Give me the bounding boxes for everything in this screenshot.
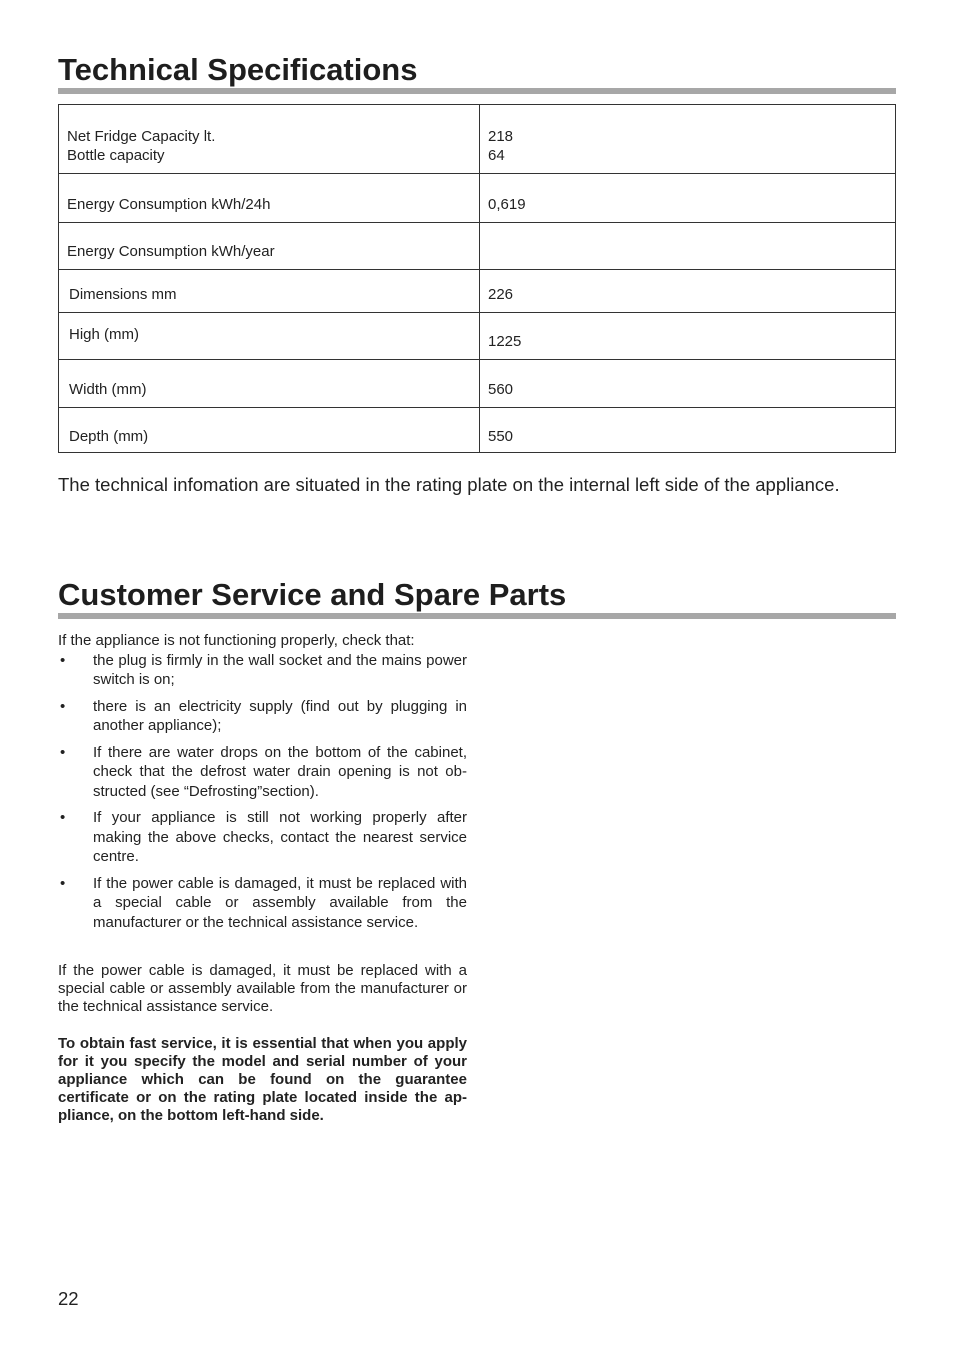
spec-label: Width (mm) xyxy=(59,360,480,408)
list-item: • If the power cable is damaged, it must be replaced with a special cable or assembly available from the manufacturer or the technical assistance service. xyxy=(60,874,467,931)
checklist-intro: If the appliance is not functioning properly, check that: xyxy=(58,632,415,649)
service-checklist xyxy=(58,631,467,939)
tech-specs-title: Technical Specifications xyxy=(58,52,418,87)
spec-row xyxy=(59,270,896,313)
spec-row xyxy=(59,223,896,270)
spec-value xyxy=(480,223,896,270)
spec-row xyxy=(59,313,896,360)
spec-value: 226 xyxy=(480,270,896,313)
spec-label: Energy Consumption kWh/year xyxy=(59,223,480,270)
fast-service-note: To obtain fast service, it is essential that when you apply for it you specify the model and serial number of your appliance which can be found on the guarantee certificate or on the rating plate located inside the ap-pliance, on the bottom left-hand side. xyxy=(58,1035,467,1124)
spec-value: 1225 xyxy=(480,313,896,360)
tech-specs-rule xyxy=(58,88,896,94)
bullet-icon: • xyxy=(60,697,66,715)
spec-row xyxy=(59,408,896,453)
customer-service-rule xyxy=(58,613,896,619)
spec-label: Energy Consumption kWh/24h xyxy=(59,174,480,223)
spec-row xyxy=(59,360,896,408)
bullet-icon: • xyxy=(60,743,66,761)
spec-value: 550 xyxy=(480,408,896,453)
customer-service-title: Customer Service and Spare Parts xyxy=(58,577,567,612)
spec-row xyxy=(59,174,896,223)
spec-label: High (mm) xyxy=(59,313,480,360)
list-item: • If there are water drops on the bottom of the cabinet, check that the defrost water drain opening is not ob-structed (see “Defrosting”section). xyxy=(60,743,467,800)
checklist xyxy=(58,651,467,933)
spec-row xyxy=(59,105,896,174)
spec-value: 218 64 xyxy=(480,105,896,174)
bullet-icon: • xyxy=(60,874,66,892)
list-item: • the plug is firmly in the wall socket and the mains power switch is on; xyxy=(60,651,467,688)
spec-label: Net Fridge Capacity lt. Bottle capacity xyxy=(59,105,480,174)
spec-table xyxy=(58,104,896,453)
bullet-icon: • xyxy=(60,809,66,826)
fast-service-block xyxy=(58,1035,467,1125)
power-cable-note: If the power cable is damaged, it must be replaced with a special cable or assembly available from the manufacturer or the technical assistance service. xyxy=(58,962,467,1015)
spec-label: Depth (mm) xyxy=(59,408,480,453)
page-number: 22 xyxy=(58,1288,79,1309)
spec-value: 560 xyxy=(480,360,896,408)
list-item: • there is an electricity supply (find out by plugging in another appliance); xyxy=(60,697,467,734)
spec-label: Dimensions mm xyxy=(59,270,480,313)
bullet-icon: • xyxy=(60,651,66,669)
rating-plate-note: The technical infomation are situated in the rating plate on the internal left side of the appliance. xyxy=(58,474,840,495)
list-item: • If your appliance is still not working properly after making the above checks, contact the nearest service centre. xyxy=(60,809,467,865)
spec-value: 0,619 xyxy=(480,174,896,223)
power-cable-note-block xyxy=(58,962,467,1016)
